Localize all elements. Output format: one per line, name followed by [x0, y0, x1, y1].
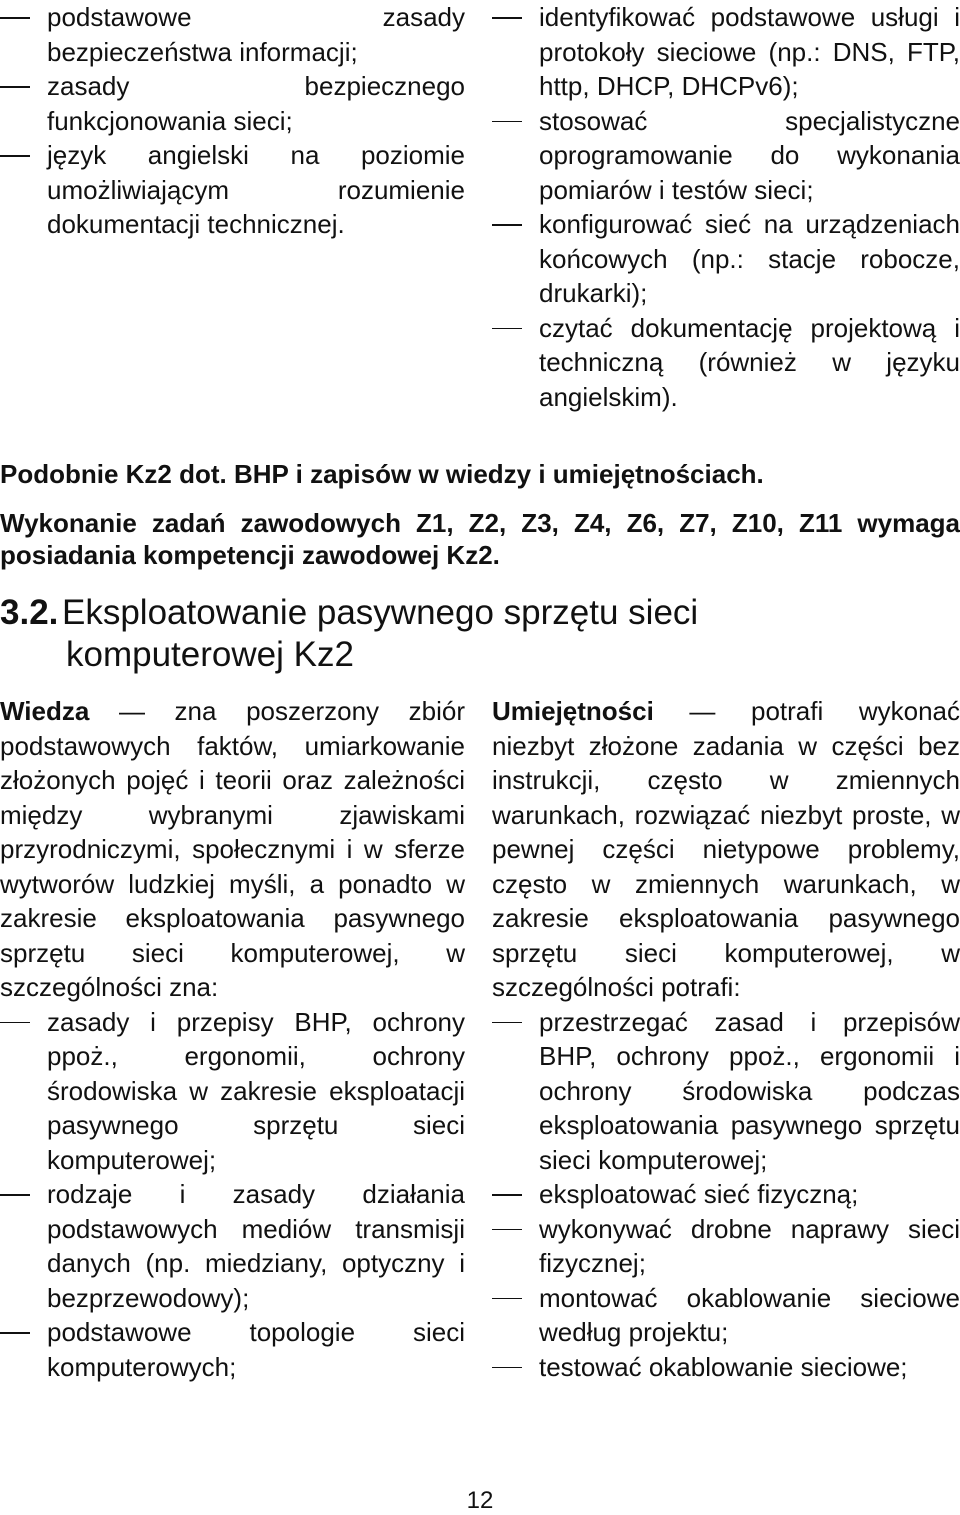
list-item: podstawowe zasady bezpieczeństwa informacji; — [0, 0, 465, 69]
list-item: eksploatować sieć fizyczną; — [492, 1177, 960, 1212]
skills-list-continued — [492, 0, 960, 414]
knowledge-intro — [0, 694, 465, 1005]
note-tasks: Wykonanie zadań zawodowych Z1, Z2, Z3, Z4, Z6, Z7, Z10, Z11 wymaga posiadania kompetencji zawodowej Kz2. — [0, 508, 960, 570]
knowledge-list-continued — [0, 0, 465, 242]
list-item: zasady i przepisy BHP, ochrony ppoż., ergonomii, ochrony środowiska w zakresie eksploatacji pasywnego sprzętu sieci komputerowej; — [0, 1005, 465, 1178]
page-number: 12 — [466, 1487, 494, 1514]
section-title-line2: komputerowej Kz2 — [66, 635, 354, 674]
top-right-column — [492, 0, 960, 414]
knowledge-list — [0, 1005, 465, 1385]
skills-intro — [492, 694, 960, 1005]
section-title-line1: Eksploatowanie pasywnego sprzętu sieci — [62, 593, 699, 632]
list-item: identyfikować podstawowe usługi i protokoły sieciowe (np.: DNS, FTP, http, DHCP, DHCPv6); — [492, 0, 960, 104]
list-item: stosować specjalistyczne oprogramowanie do wykonania pomiarów i testów sieci; — [492, 104, 960, 208]
list-item: podstawowe topologie sieci komputerowych; — [0, 1315, 465, 1384]
skills-intro-text: — potrafi wykonać niezbyt złożone zadania w części bez instrukcji, często w zmiennych warunkach, rozwiązać niezbyt proste, w pewnej części nietypowe problemy, często w zmiennych warunkach, w zakresie eksploatowania pasywnego sprzętu sieci komputerowej, w szczególności potrafi: — [492, 696, 960, 1002]
list-item: rodzaje i zasady działania podstawowych mediów transmisji danych (np. miedziany, optyczny i bezprzewodowy); — [0, 1177, 465, 1315]
list-item: montować okablowanie sieciowe według projektu; — [492, 1281, 960, 1350]
list-item: konfigurować sieć na urządzeniach końcowych (np.: stacje robocze, drukarki); — [492, 207, 960, 311]
list-item: zasady bezpiecznego funkcjonowania sieci; — [0, 69, 465, 138]
skills-list — [492, 1005, 960, 1385]
skills-label: Umiejętności — [492, 696, 654, 726]
list-item: czytać dokumentację projektową i techniczną (również w języku angielskim). — [492, 311, 960, 415]
knowledge-intro-text: — zna poszerzony zbiór podstawowych faktów, umiarkowanie złożonych pojęć i teorii oraz zależności między wybranymi zjawiskami przyrodniczymi, społecznymi i w sferze wytworów ludzkiej myśli, a ponadto w zakresie eksploatowania pasywnego sprzętu sieci komputerowej, w szczególności zna: — [0, 696, 465, 1002]
knowledge-label: Wiedza — [0, 696, 90, 726]
note-kz2: Podobnie Kz2 dot. BHP i zapisów w wiedzy i umiejętnościach. — [0, 459, 764, 489]
list-item: wykonywać drobne naprawy sieci fizycznej; — [492, 1212, 960, 1281]
section-number: 3.2. — [0, 593, 59, 632]
knowledge-column — [0, 694, 465, 1384]
top-left-column — [0, 0, 465, 242]
skills-column — [492, 694, 960, 1384]
list-item: testować okablowanie sieciowe; — [492, 1350, 960, 1385]
list-item: przestrzegać zasad i przepisów BHP, ochrony ppoż., ergonomii i ochrony środowiska podczas eksploatowania pasywnego sprzętu sieci komputerowej; — [492, 1005, 960, 1178]
section-heading — [0, 592, 960, 676]
list-item: język angielski na poziomie umożliwiającym rozumienie dokumentacji technicznej. — [0, 138, 465, 242]
